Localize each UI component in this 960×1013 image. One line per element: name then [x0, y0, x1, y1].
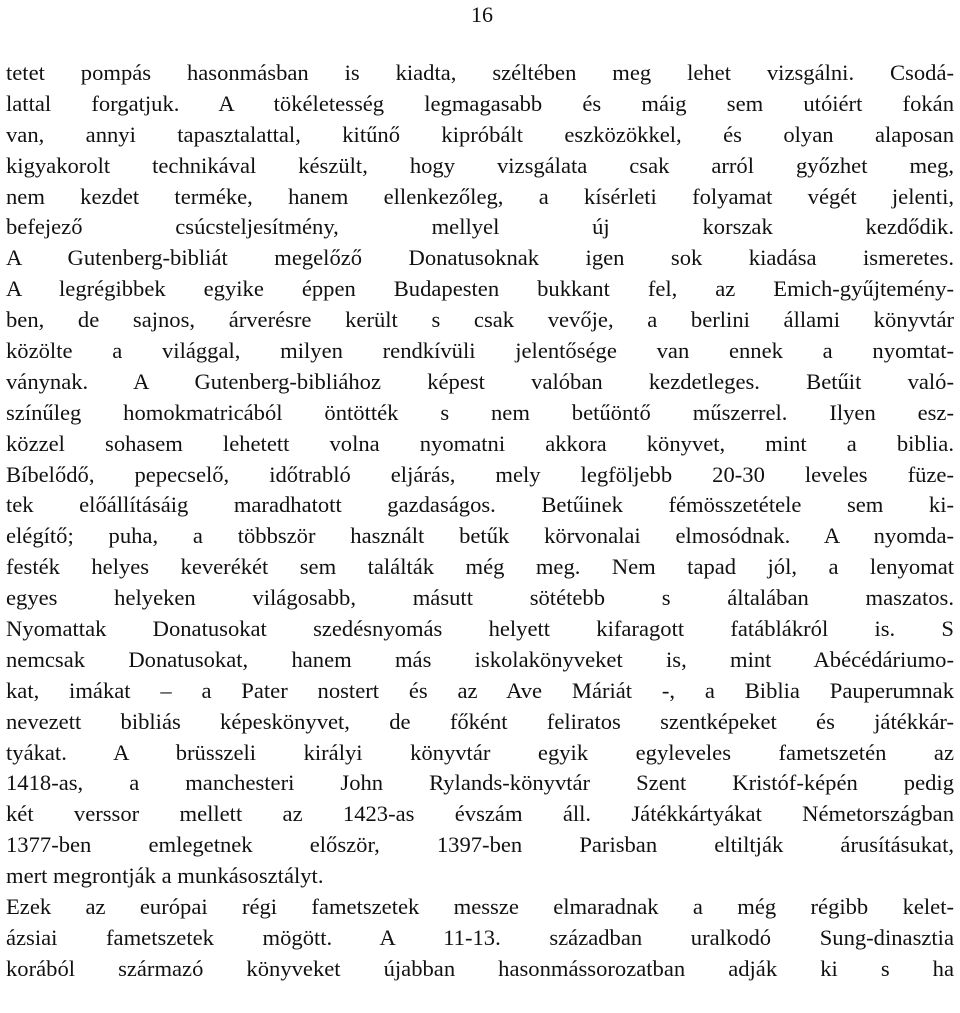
body-text — [6, 58, 954, 985]
page-number: 16 — [471, 2, 493, 27]
text-line: Nyomattak Donatusokat szedésnyomás helyett kifaragott fatáblákról is. S — [6, 616, 954, 642]
text-line: festék helyes keverékét sem találták még meg. Nem tapad jól, a lenyomat — [6, 554, 954, 580]
text-line: két verssor mellett az 1423-as évszám áll. Játékkártyákat Németországban — [6, 801, 954, 827]
text-line: A Gutenberg-bibliát megelőző Donatusoknak igen sok kiadása ismeretes. — [6, 245, 954, 271]
text-line: egyes helyeken világosabb, másutt sötétebb s általában maszatos. — [6, 585, 954, 611]
text-line: elégítő; puha, a többször használt betűk körvonalai elmosódnak. A nyomda- — [6, 523, 954, 549]
text-line: színűleg homokmatricából öntötték s nem betűöntő műszerrel. Ilyen esz- — [6, 399, 954, 425]
text-line: mert megrontják a munkásosztályt. — [6, 863, 324, 889]
text-line: tyákat. A brüsszeli királyi könyvtár egyik egyleveles fametszetén az — [6, 739, 954, 765]
text-line: közölte a világgal, milyen rendkívüli jelentősége van ennek a nyomtat- — [6, 338, 954, 364]
text-line: tek előállításáig maradhatott gazdaságos. Betűinek fémösszetétele sem ki- — [6, 492, 954, 518]
text-line: kigyakorolt technikával készült, hogy vizsgálata csak arról győzhet meg, — [6, 152, 954, 178]
text-line: lattal forgatjuk. A tökéletesség legmagasabb és máig sem utóiért fokán — [6, 90, 954, 116]
text-line: kat, imákat – a Pater nostert és az Ave Máriát -, a Biblia Pauperumnak — [6, 677, 954, 703]
text-line: 1377-ben emlegetnek először, 1397-ben Parisban eltiltják árusításukat, — [6, 832, 954, 858]
text-line: ványnak. A Gutenberg-bibliához képest valóban kezdetleges. Betűit való- — [6, 368, 954, 394]
text-line: nemcsak Donatusokat, hanem más iskolakönyveket is, mint Abécédáriumo- — [6, 646, 954, 672]
text-line: A legrégibbek egyike éppen Budapesten bukkant fel, az Emich-gyűjtemény- — [6, 276, 954, 302]
text-line: korából származó könyveket újabban hasonmássorozatban adják ki s ha — [6, 955, 954, 981]
text-line: nevezett bibliás képeskönyvet, de főként feliratos szentképeket és játékkár- — [6, 708, 954, 734]
text-line: 1418-as, a manchesteri John Rylands-könyvtár Szent Kristóf-képén pedig — [6, 770, 954, 796]
text-line: befejező csúcsteljesítmény, mellyel új korszak kezdődik. — [6, 214, 954, 240]
text-line: nem kezdet terméke, hanem ellenkezőleg, a kísérleti folyamat végét jelenti, — [6, 183, 954, 209]
text-line: közzel sohasem lehetett volna nyomatni akkora könyvet, mint a biblia. — [6, 430, 954, 456]
text-line: tetet pompás hasonmásban is kiadta, széltében meg lehet vizsgálni. Csodá- — [6, 60, 954, 85]
text-line: Ezek az európai régi fametszetek messze elmaradnak a még régibb kelet- — [6, 894, 954, 920]
text-line: Bíbelődő, pepecselő, időtrabló eljárás, mely legföljebb 20-30 leveles füze- — [6, 461, 954, 487]
text-line: ben, de sajnos, árverésre került s csak vevője, a berlini állami könyvtár — [6, 307, 954, 333]
text-line: ázsiai fametszetek mögött. A 11-13. században uralkodó Sung-dinasztia — [6, 924, 954, 950]
text-line: van, annyi tapasztalattal, kitűnő kipróbált eszközökkel, és olyan alaposan — [6, 121, 954, 147]
